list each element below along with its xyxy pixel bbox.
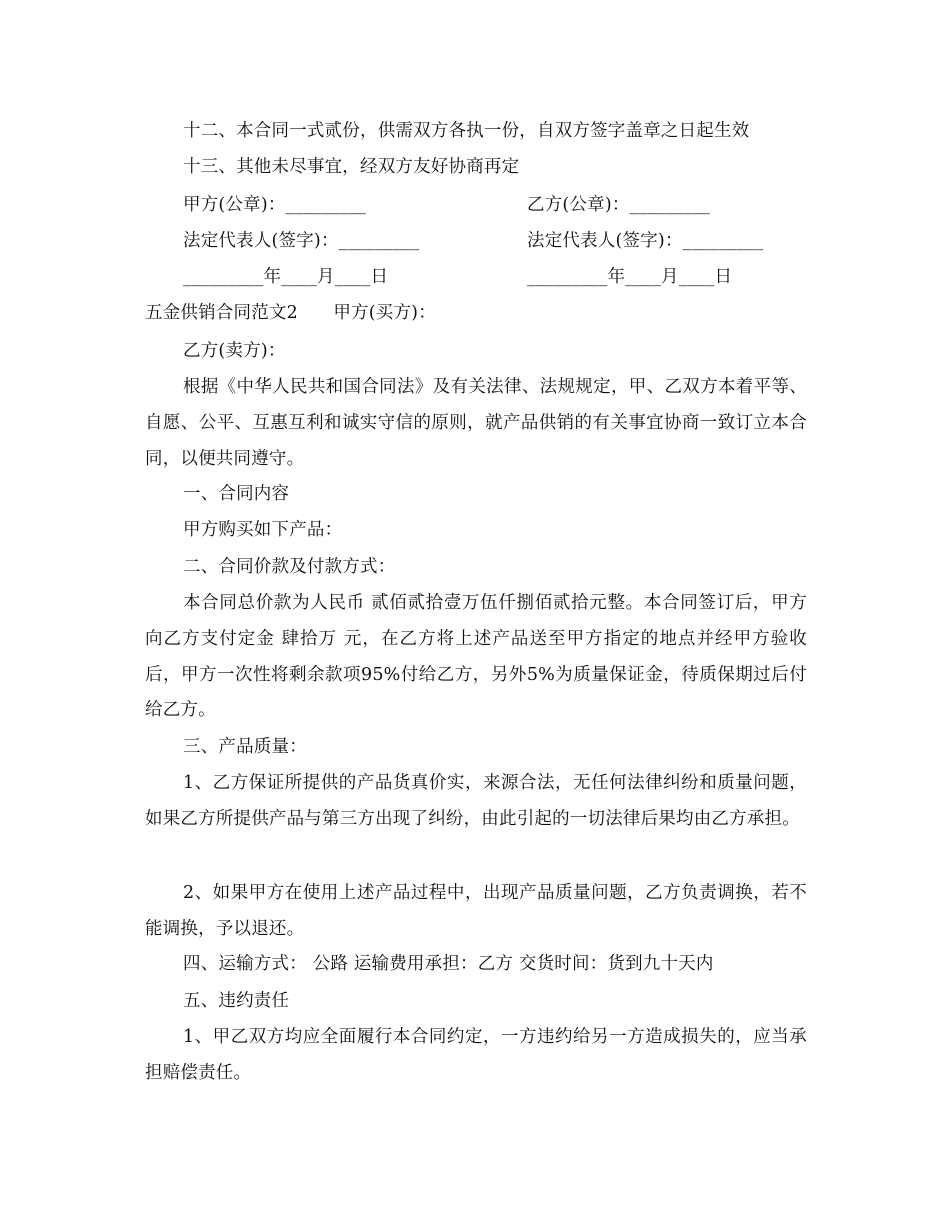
purchase-line: 甲方购买如下产品： [183,520,343,540]
section-1-heading: 一、合同内容 [183,484,290,504]
breach-item-1: 1、甲乙双方均应全面履行本合同约定，一方违约给另一方造成损失的，应当承担赔偿责任。 [145,1027,807,1083]
section-3-heading: 三、产品质量： [183,737,307,757]
party-b-seal-line: 乙方(公章)：_________ [527,195,711,215]
clause-12: 十二、本合同一式贰份，供需双方各执一份，自双方签字盖章之日起生效 [183,121,750,141]
party-b-date-line: _________年____月____日 [527,267,733,287]
section-5-heading: 五、违约责任 [183,991,290,1011]
section-2-heading: 二、合同价款及付款方式： [183,557,396,577]
party-a-seal-line: 甲方(公章)：_________ [183,195,367,215]
price-paragraph: 本合同总价款为人民币 贰佰贰拾壹万伍仟捌佰贰拾元整。本合同签订后，甲方向乙方支付定金 肆拾万 元，在乙方将上述产品送至甲方指定的地点并经甲方验收后，甲方一次性将剩余款项95%付给乙方，另外5%为质量保证金，待质保期过后付给乙方。 [145,593,807,721]
quality-item-1: 1、乙方保证所提供的产品货真价实，来源合法，无任何法律纠纷和质量问题，如果乙方所提供产品与第三方出现了纠纷，由此引起的一切法律后果均由乙方承担。 [145,773,807,829]
preamble-paragraph: 根据《中华人民共和国合同法》及有关法律、法规规定，甲、乙双方本着平等、自愿、公平、互惠互利和诚实守信的原则，就产品供销的有关事宜协商一致订立本合同，以便共同遵守。 [145,377,807,469]
quality-item-2: 2、如果甲方在使用上述产品过程中，出现产品质量问题，乙方负责调换，若不能调换，予以退还。 [145,883,807,939]
clause-13: 十三、其他未尽事宜，经双方友好协商再定 [183,157,520,177]
party-b-seller-line: 乙方(卖方)： [183,341,286,361]
party-a-date-line: _________年____月____日 [183,267,389,287]
party-a-representative-line: 法定代表人(签字)：_________ [183,231,420,251]
section-4-transport: 四、运输方式： 公路 运输费用承担：乙方 交货时间：货到九十天内 [183,954,714,974]
sample-2-heading: 五金供销合同范文2 甲方(买方)： [145,303,436,323]
party-b-representative-line: 法定代表人(签字)：_________ [527,231,764,251]
